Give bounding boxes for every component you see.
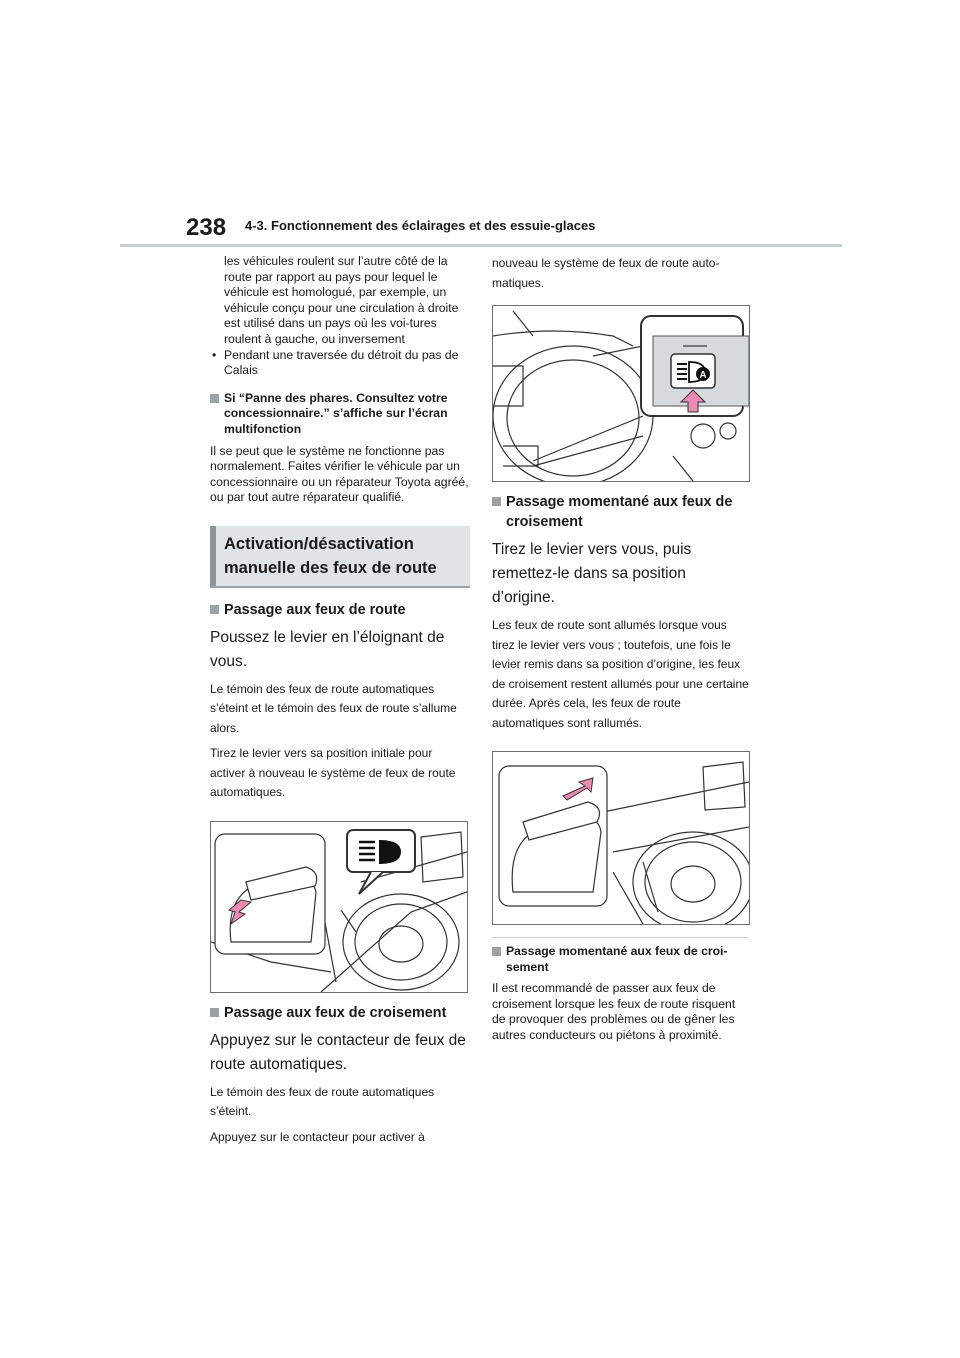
heading-square-icon <box>210 394 219 403</box>
note-heading-text: Si “Panne des phares. Consultez votre concessionnaire.” s’affiche sur l’écran multifonction <box>224 390 448 436</box>
heading-square-icon <box>210 605 219 614</box>
instruction-lead: Appuyez sur le contacteur de feux de route automatiques. <box>210 1031 466 1073</box>
page-number: 238 <box>186 214 227 241</box>
heading-flash-low-beam <box>492 492 750 532</box>
illustration-auto-high-beam-switch <box>493 306 749 481</box>
heading-high-beam-text: Passage aux feux de route <box>224 601 406 618</box>
instruction-lead: Tirez le levier vers vous, puis remettez-le dans sa position d’origine. <box>492 541 692 606</box>
section-title: 4-3. Fonctionnement des éclairages et des essuie-glaces <box>245 218 596 233</box>
figure-pull-lever <box>492 751 750 925</box>
section-title-box <box>210 526 470 588</box>
section-title-text: Activation/désactivation manuelle des feux de route <box>224 534 437 577</box>
speech-bubble <box>347 830 415 894</box>
paragraph: Le témoin des feux de route automatiques s’éteint et le témoin des feux de route s’allume alors. <box>210 681 457 735</box>
note-body: Il se peut que le système ne fonctionne pas normalement. Faites vérifier le véhicule par un concessionnaire ou un réparateur Toyota agréé, ou par tout autre réparateur qualifié. <box>210 443 469 505</box>
heading-square-icon <box>492 497 501 506</box>
right-column <box>492 254 750 1044</box>
note-heading <box>492 944 750 975</box>
bullet-item <box>210 348 470 379</box>
illustration-pull-lever <box>493 752 749 924</box>
heading-square-icon <box>210 1008 219 1017</box>
figure-push-lever <box>210 821 468 993</box>
heading-low-beam-text: Passage aux feux de croisement <box>224 1004 447 1021</box>
continued-paragraph: nouveau le système de feux de route auto-matiques. <box>492 256 720 290</box>
heading-square-icon <box>492 947 501 956</box>
note-heading <box>210 391 470 438</box>
paragraph: Appuyez sur le contacteur pour activer à <box>210 1129 425 1144</box>
note-divider <box>492 937 748 938</box>
heading-flash-low-beam-text: Passage momentané aux feux de croisement <box>506 494 733 530</box>
paragraph: Le témoin des feux de route automatiques s’éteint. <box>210 1084 435 1119</box>
auto-icon-letter: A <box>699 370 707 381</box>
figure-auto-switch <box>492 305 750 482</box>
paragraph: Les feux de route sont allumés lorsque vous tirez le levier vers vous ; toutefois, une fois le levier remis dans sa position d’origine, les feux de croisement restent allumés pour une certaine durée. Après cela, les feux de route automatiques sont rallumés. <box>492 618 749 730</box>
bullet-dot: • <box>212 347 217 362</box>
note-heading-text: Passage momentané aux feux de croi-sement <box>506 944 728 974</box>
heading-high-beam <box>210 600 470 620</box>
bullet-text: Pendant une traversée du détroit du pas de Calais <box>224 347 459 378</box>
instruction-lead: Poussez le levier en l’éloignant de vous. <box>210 628 445 670</box>
header-divider <box>120 244 842 247</box>
title-box-bar <box>210 526 216 586</box>
continued-paragraph: les véhicules roulent sur l’autre côté de la route par rapport au pays pour lequel le véhicule est homologué, par exemple, un véhicule conçu pour une circulation à droite est utilisé dans un pays où les voi-tures roulent à gauche, ou inversement <box>224 254 459 346</box>
illustration-push-lever <box>211 822 467 992</box>
left-column <box>210 254 470 1147</box>
heading-low-beam <box>210 1003 470 1023</box>
note-body: Il est recommandé de passer aux feux de croisement lorsque les feux de route risquent de provoquer des problèmes ou de gêner les autres conducteurs ou piétons à proximité. <box>492 981 736 1042</box>
paragraph: Tirez le levier vers sa position initiale pour activer à nouveau le système de feux de route automatiques. <box>210 746 456 800</box>
